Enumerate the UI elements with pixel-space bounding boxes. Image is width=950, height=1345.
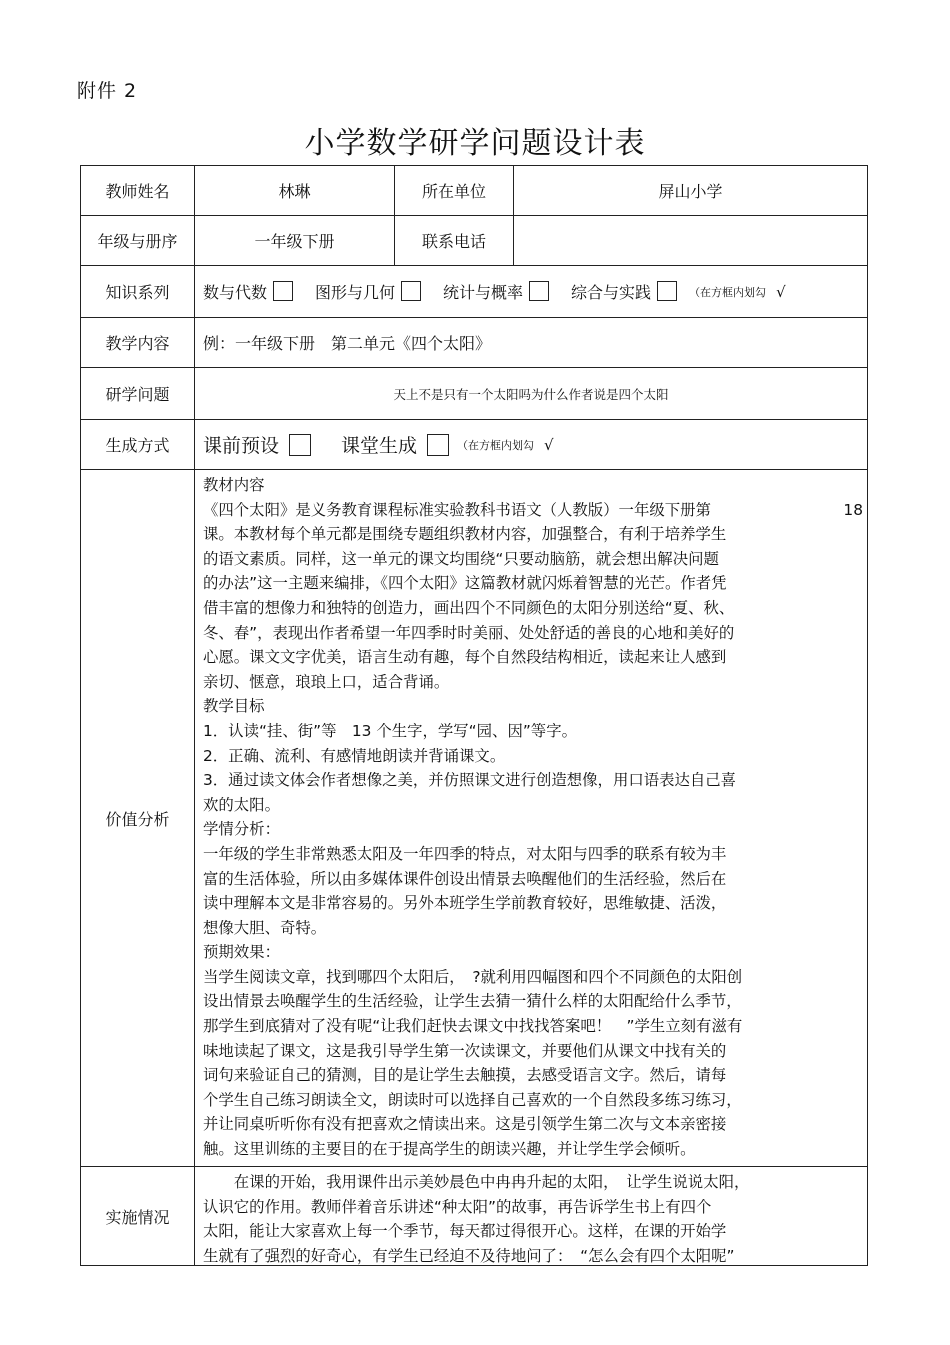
checkbox[interactable] [401,281,421,301]
text-line: 学情分析： [203,820,280,839]
text-line: 生就有了强烈的好奇心，有学生已经迫不及待地问了： “怎么会有四个太阳呢” [203,1246,735,1265]
text-line: 那学生到底猜对了没有呢“让我们赶快去课文中找找答案吧！ ”学生立刻有滋有 [203,1017,743,1036]
text-line: 预期效果： [203,943,280,962]
text-line: 课。本教材每个单元都是围绕专题组织教材内容，加强整合，有利于培养学生 [203,525,727,544]
text-line: 借丰富的想像力和独特的创造力，画出四个不同颜色的太阳分别送给“夏、秋、 [203,598,735,617]
checkbox[interactable] [427,434,449,456]
column-divider [194,166,195,1265]
checkbox[interactable] [289,434,311,456]
text-line: 心愿。课文文字优美，语言生动有趣，每个自然段结构相近，读起来让人感到 [203,648,727,667]
text-line: 当学生阅读文章，找到哪四个太阳后， ?就利用四幅图和四个不同颜色的太阳创 [203,967,743,986]
phone-label: 联系电话 [421,232,486,251]
content-value: 例：一年级下册 第二单元《四个太阳》 [203,334,492,353]
check-mark-icon: √ [544,435,554,454]
design-table [80,165,868,1266]
page-title: 小学数学研学问题设计表 [304,126,646,161]
text-line: 太阳，能让大家喜欢上每一个季节，每天都过得很开心。这样，在课的开始学 [203,1222,727,1241]
row-divider [81,1166,867,1167]
text-line: 的办法”这一主题来编排，《四个太阳》这篇教材就闪烁着智慧的光芒。作者凭 [203,574,727,593]
text-line: 的语文素质。同样，这一单元的课文均围绕“只要动脑筋，就会想出解决问题 [203,549,719,568]
text-line: 教学目标 [203,697,265,716]
content-label: 教学内容 [105,334,170,353]
implementation-text [203,1170,867,1268]
value-analysis-text [203,473,867,1162]
attachment-label: 附件 2 [77,80,138,102]
lesson-number: 18 [843,500,863,519]
knowledge-option: 图形与几何 [315,280,421,304]
value-analysis-label: 价值分析 [105,809,170,829]
text-line: 富的生活体验，所以由多媒体课件创设出情景去唤醒他们的生活经验，然后在 [203,869,727,888]
grade-value: 一年级下册 [254,232,335,251]
text-line: 教材内容 [203,476,265,494]
instruction-note: （在方框内划勾 [457,438,535,452]
unit-value: 屏山小学 [658,182,723,201]
knowledge-options [203,266,863,317]
text-line: 《四个太阳》是义务教育课程标准实验教科书语文（人教版）一年级下册第 18 [203,498,867,523]
text-line: 词句来验证自己的猜测，目的是让学生去触摸，去感受语言文字。然后，请每 [203,1066,727,1085]
text-line: 并让同桌听听你有没有把喜欢之情读出来。这是引领学生第二次与文本亲密接 [203,1115,727,1134]
teacher-label: 教师姓名 [105,182,170,201]
mode-option: 课堂生成 [341,431,449,458]
knowledge-option: 数与代数 [203,280,293,304]
checkbox[interactable] [657,281,677,301]
mode-options [203,420,863,469]
text-line: 认识它的作用。教师伴着音乐讲述“种太阳”的故事，再告诉学生书上有四个 [203,1197,712,1216]
text-line: 触。这里训练的主要目的在于提高学生的朗读兴趣，并让学生学会倾听。 [203,1140,696,1159]
text-line: 冬、春”，表现出作者希望一年四季时时美丽、处处舒适的善良的心地和美好的 [203,623,735,642]
teacher-value: 林琳 [278,182,311,201]
text-line: 一年级的学生非常熟悉太阳及一年四季的特点，对太阳与四季的联系有较为丰 [203,844,727,863]
text-line: 亲切、惬意，琅琅上口，适合背诵。 [203,672,450,691]
mode-label: 生成方式 [105,436,170,455]
question-value: 天上不是只有一个太阳吗为什么作者说是四个太阳 [393,386,669,402]
knowledge-option: 综合与实践 [571,280,677,304]
checkbox[interactable] [529,281,549,301]
grade-label: 年级与册序 [97,232,178,251]
row-divider [81,469,867,470]
checkbox[interactable] [273,281,293,301]
implementation-label: 实施情况 [105,1207,170,1227]
text-line: 味地读起了课文，这是我引导学生第一次读课文，并要他们从课文中找有关的 [203,1041,727,1060]
check-mark-icon: √ [776,282,786,301]
instruction-note: （在方框内划勾 [689,285,767,299]
text-line: 3．通过读文体会作者想像之美，并仿照课文进行创造想像，用口语表达自己喜 [203,771,737,790]
text-line: 在课的开始，我用课件出示美妙晨色中冉冉升起的太阳， 让学生说说太阳， [203,1173,750,1191]
text-line: 2．正确、流利、有感情地朗读并背诵课文。 [203,746,506,765]
text-line: 想像大胆、奇特。 [203,918,327,937]
mode-option: 课前预设 [203,431,311,458]
unit-label: 所在单位 [421,182,486,201]
question-label: 研学问题 [105,385,170,404]
text-line: 设出情景去唤醒学生的生活经验，让学生去猜一猜什么样的太阳配给什么季节， [203,992,742,1011]
text-line: 1．认读“挂、街”等 13 个生字，学写“园、因”等字。 [203,721,577,740]
text-line: 欢的太阳。 [203,795,280,814]
phone-value [514,216,867,265]
knowledge-label: 知识系列 [105,283,170,302]
text-line: 读中理解本文是非常容易的。另外本班学生学前教育较好，思维敏捷、活泼， [203,894,727,913]
text-line: 个学生自己练习朗读全文，朗读时可以选择自己喜欢的一个自然段多练习练习， [203,1090,742,1109]
knowledge-option: 统计与概率 [443,280,549,304]
